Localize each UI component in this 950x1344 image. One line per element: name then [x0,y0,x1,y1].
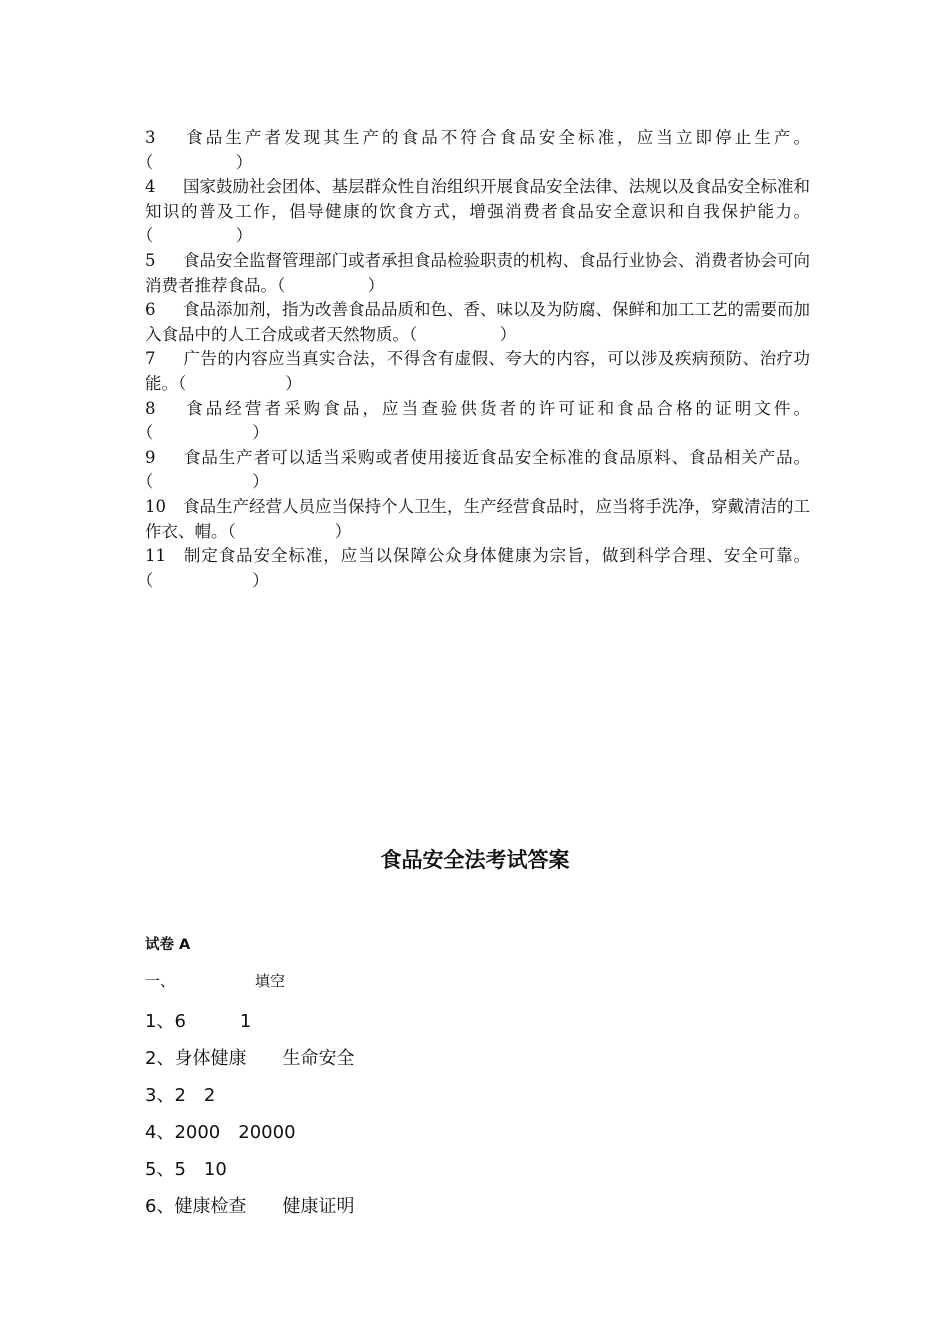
question-number: 8 [145,398,156,418]
answer-item: 4、2000 20000 [145,1122,296,1143]
answer-blank: （ ） [409,324,517,344]
question-text: 食品经营者采购食品，应当查验供货者的许可证和食品合格的证明文件。 [183,398,810,418]
question-item [145,249,810,298]
question-item [145,397,810,446]
answer-item: 3、2 2 [145,1085,216,1106]
question-text: 广告的内容应当真实合法，不得含有虚假、夸大的内容，可以涉及疾病预防、治疗功能。 [145,349,810,393]
answer-blank: （ ） [178,373,302,393]
question-number: 4 [145,177,156,197]
question-text: 食品生产者发现其生产的食品不符合食品安全标准，应当立即停止生产。 [183,128,810,147]
question-text: 制定食品安全标准，应当以保障公众身体健康为宗旨，做到科学合理、安全可靠。 [183,546,810,566]
question-item [145,446,810,495]
question-text: 食品生产经营人员应当保持个人卫生，生产经营食品时，应当将手洗净，穿戴清洁的工作衣、帽。 [145,496,810,541]
answer-item: 1、6 1 [145,1011,252,1032]
answer-blank: （ ） [145,152,253,172]
answer-blank: （ ） [145,423,269,443]
question-number: 7 [145,349,156,369]
question-text: 国家鼓励社会团体、基层群众性自治组织开展食品安全法律、法规以及食品安全标准和知识的普及工作，倡导健康的饮食方式，增强消费者食品安全意识和自我保护能力。 [145,177,810,221]
question-text: 食品添加剂，指为改善食品品质和色、香、味以及为防腐、保鲜和加工工艺的需要而加入食品中的人工合成或者天然物质。 [145,300,810,344]
answer-list [145,1003,354,1225]
question-number: 3 [145,128,156,147]
question-item [145,347,810,396]
question-item [145,544,810,593]
section-label: 填空 [255,972,286,990]
answer-key-title: 食品安全法考试答案 [380,848,570,872]
question-item [145,126,810,175]
question-item [145,298,810,347]
answer-blank: （ ） [145,570,269,590]
answer-blank: （ ） [227,521,352,541]
question-text: 食品安全监督管理部门或者承担食品检验职责的机构、食品行业协会、消费者协会可向消费者推荐食品。 [145,250,810,295]
question-number: 11 [145,546,166,566]
question-number: 10 [145,496,166,516]
question-text: 食品生产者可以适当采购或者使用接近食品安全标准的食品原料、食品相关产品。 [183,447,810,467]
section-heading [145,970,285,991]
section-number: 一、 [145,972,176,990]
answer-blank: （ ） [145,226,253,246]
answer-item: 2、身体健康 生命安全 [145,1048,355,1069]
question-number: 9 [145,447,156,467]
true-false-questions [145,126,810,593]
question-item [145,495,810,544]
paper-label: 试卷 A [145,937,191,953]
answer-item: 5、5 10 [145,1159,227,1180]
answer-blank: （ ） [277,275,385,295]
answer-item: 6、健康检查 健康证明 [145,1196,355,1217]
answer-blank: （ ） [145,472,269,492]
question-number: 5 [145,250,156,270]
question-item [145,175,810,249]
question-number: 6 [145,300,156,320]
